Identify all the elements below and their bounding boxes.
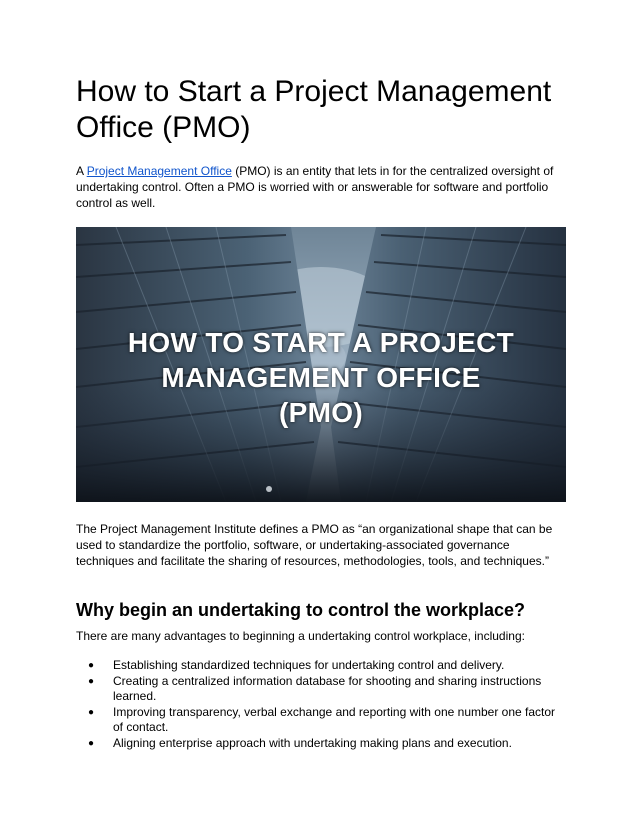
intro-paragraph <box>76 163 566 211</box>
list-item <box>76 658 566 674</box>
hero-title <box>76 325 566 430</box>
bullet-icon: ● <box>88 660 95 671</box>
section-lead: There are many advantages to beginning a undertaking control workplace, including: <box>76 629 525 643</box>
pmi-definition-paragraph: The Project Management Institute defines a PMO as “an organizational shape that can be used to standardize the portfolio, software, or undertaking-associated governance techniques and facilitate the sharing of resources, methodologies, tools, and techniques.” <box>76 522 553 568</box>
hero-title-line: HOW TO START A PROJECT <box>127 327 515 358</box>
hero-title-line: (PMO) <box>279 397 363 428</box>
bullet-icon: ● <box>88 675 95 687</box>
list-item <box>76 736 566 752</box>
list-item-text: Improving transparency, verbal exchange and reporting with one number one factor of contact. <box>113 704 556 734</box>
pmo-link[interactable]: Project Management Office <box>86 164 232 178</box>
list-item-text: Creating a centralized information database for shooting and sharing instructions learned. <box>113 673 542 703</box>
advantages-list <box>76 658 566 751</box>
list-item <box>76 674 566 705</box>
section-heading: Why begin an undertaking to control the workplace? <box>76 600 526 620</box>
list-item-text: Aligning enterprise approach with undertaking making plans and execution. <box>113 735 512 750</box>
list-item-text: Establishing standardized techniques for undertaking control and delivery. <box>113 658 505 672</box>
document-title: How to Start a Project Management Office (PMO) <box>76 75 552 144</box>
hero-image <box>76 227 566 502</box>
bullet-icon: ● <box>88 706 95 718</box>
bullet-icon: ● <box>88 737 95 749</box>
intro-prefix: A <box>76 164 87 178</box>
intro-suffix: (PMO) is an entity that lets in for the centralized oversight of undertaking control. Often a PMO is worried with or answerable for software and portfolio control as well. <box>76 164 554 210</box>
list-item <box>76 705 566 736</box>
hero-title-line: MANAGEMENT OFFICE <box>161 362 481 393</box>
